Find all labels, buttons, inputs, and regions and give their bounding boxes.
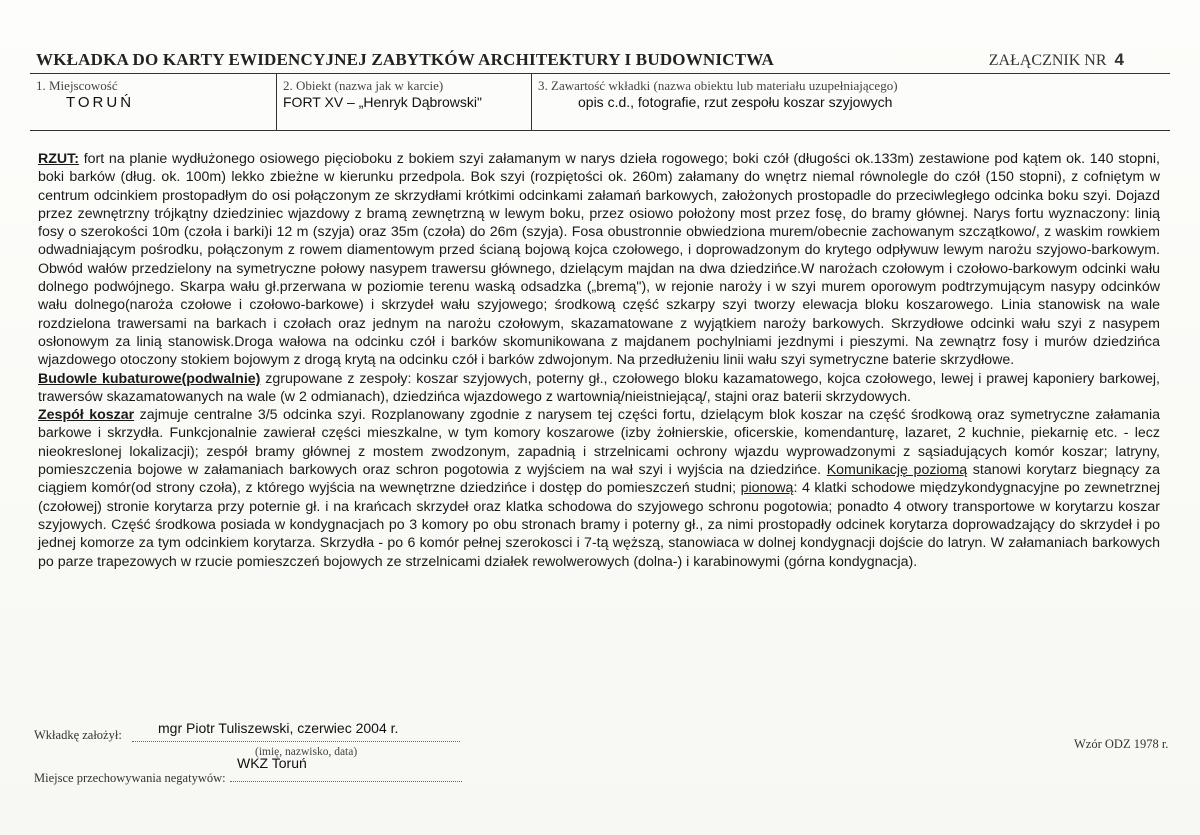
paragraph-plan-text: fort na planie wydłużonego osiowego pięcioboku z bokiem szyi załamanym w narys dzieła rogowego; boki czół (długości ok.133m) zestawione pod kątem ok. 140 stopni, boki barków (dług. ok. 100m) lekko zbieżne w kierunku przedpola. Bok szyi (rozpiętości ok. 260m) załamany do wnętrz niemal równolegle do czół (150 stopni), z cofniętym w centrum odcinkiem prostopadłym do osi połączonym ze skrzydłami krótkimi odcinkami załamań barkowych, założonych prostopadle do przeciwległego odcinka boku szyi. Dojazd przez zewnętrzny trójkątny dziedziniec wjazdowy z bramą zewnętrzną w lewym boku, przez osiowo położony most przez fosę, do bramy głównej. Narys fortu wyznaczony: linią fosy o szerokości 10m (czoła i barki)i 12 m (szyja) oraz 35m (czoła) do 26m (szyja). Fosa obustronnie obwiedziona murem/obecnie zachowanym szczątkowo/, z waskim rowkiem odwadniającym pośrodku, połączonym z rowem diamentowym przed ścianą bojową kojca czołowego, i doprowadzonym do krytego odpływuw lewym narożu szyjowo-barkowym. Obwód wałów przedzielony na symetryczne połowy nasypem trawersu głównego, dzielącym majdan na dwa dziedzińce.W narożach czołowym i czołowo-barkowym odcinki wału dolnego podwójnego. Skarpa wału gł.przerwana w poziomie terenu waską odsadzka („bremą"), w rejonie naroży i w szyi murem oporowym podtrzymującym nasypy odcinków wału dolnego(naroża czołowe i czołowo-barkowe) i skrzydeł wału szyjowego; środkową część szkarpy szyi tworzy elewacja bloku koszarowego. Linia stanowisk na wale rozdzielona trawersami na barkach i czołach oraz jednym na narożu czołowym, skazamatowane z wyjątkiem naroży barkowych. Skrzydłowe odcinki wału szyi z nasypem osłonowym za linią stanowisk.Droga wałowa na odcinku czół i barków skomunikowana z majdanem pochylniami jezdnymi i pieszymi. Na zewnątrz fosy i murów dziedzińca wjazdowego otoczony stokiem bojowym z drogą krytą na odcinku czół i barków zdwojonym. Na przedłużeniu linii wału szyi symetryczne baterie skrzydłowe.	[38, 151, 1160, 369]
annex-value: 4	[1114, 50, 1124, 69]
made-by-label: Wkładkę założył:	[34, 728, 122, 742]
document-title: WKŁADKA DO KARTY EWIDENCYJNEJ ZABYTKÓW ARCHITEKTURY I BUDOWNICTWA	[36, 50, 775, 69]
term-vertical: pionową	[740, 480, 794, 497]
paragraph-barracks	[38, 406, 1160, 571]
field-content	[532, 74, 1168, 130]
paragraph-barracks-text-a: zajmuje centralne 3/5 odcinka szyi. Rozplanowany zgodnie z narysem tej części fortu, dzielącym blok koszar na część środkową oraz symetryczne załamania barkowe i skrzydła. Funkcjonalnie zawierał części mieszkalne, w tym komory koszarowe (izby żołnierskie, oficerskie, komendanturę, lazaret, 2 kuchnie, piekarnię etc. - lecz nieokreslonej lokalizacji); zespół bramy głównej z mostem zwodzonym, zapadnią i strzelnicami ochrony wjazdu wyprowadzonymi z sąsiadujących komór koszar; latryny, pomieszczenia bojowe w załamaniach barkowych oraz schron pogotowia z wyjściem na wał szyi i wyjścia na dziedzińce.	[38, 407, 1160, 479]
field-locality-value: TORUŃ	[66, 94, 135, 111]
made-by-dotted-line	[132, 741, 460, 742]
field-content-label: 3. Zawartość wkładki (nazwa obiektu lub materiału uzupełniającego)	[538, 78, 898, 93]
heading-barracks: Zespół koszar	[38, 407, 135, 424]
field-content-value: opis c.d., fotografie, rzut zespołu koszar szyjowych	[578, 94, 893, 110]
heading-plan: RZUT:	[38, 151, 79, 167]
heading-buildings: Budowle kubaturowe(podwalnie)	[38, 370, 261, 387]
field-object	[277, 74, 532, 130]
storage-value: WKZ Toruń	[237, 755, 307, 771]
field-object-label: 2. Obiekt (nazwa jak w karcie)	[283, 78, 444, 93]
annex-number	[989, 50, 1124, 70]
field-object-value: FORT XV – „Henryk Dąbrowski"	[283, 94, 482, 110]
term-horizontal-communication: Komunikację poziomą	[826, 462, 968, 479]
form-model-note: Wzór ODZ 1978 r.	[1074, 737, 1169, 751]
storage-dotted-line	[230, 781, 462, 782]
paragraph-barracks-text-c: : 4 klatki schodowe międzykondygnacyjne po zewnetrznej (czołowej) stronie korytarza przy poternie gł. i na krańcach skrzydeł oraz klatka schodowa do szyjowego schronu pogotowia; ponadto 4 otwory transportowe w korytarzu koszar szyjowych. Część środkowa posiada w kondygnacjach po 3 komory po obu stronach bramy i poterny gł., za nimi prostopadły odcinek korytarza doprowadzający do skrzydeł i po jednej komorze za tym odcinkiem korytarza. Skrzydła - po 6 komór pełnej szerokosci i 7-tą węższą, stanowiaca w dolnej kondygnacji dojście do latryn. W załamaniach barkowych po parze trapezowych w rzucie pomieszczeń bojowych ze strzelnicami działek rewolwerowych (dolna-) i karabinowymi (górna kondygnacja).	[38, 480, 1160, 570]
field-locality-label: 1. Miejscowość	[36, 78, 118, 93]
header-fields	[30, 73, 1170, 131]
paragraph-barracks-text-b: stanowi korytarz biegnący za ciągiem komór(od strony czoła), z którego wyjścia na wewnętrzne dziedzińce i dostęp do pomieszczeń studni;	[38, 462, 1161, 497]
paragraph-plan	[38, 150, 1160, 370]
made-by-value: mgr Piotr Tuliszewski, czerwiec 2004 r.	[158, 720, 399, 736]
field-locality	[30, 74, 277, 130]
storage-label: Miejsce przechowywania negatywów:	[34, 771, 226, 785]
annex-label: ZAŁĄCZNIK NR	[988, 52, 1107, 69]
description-body	[38, 150, 1160, 571]
paragraph-buildings	[38, 370, 1160, 407]
name-date-hint: (imię, nazwisko, data)	[255, 746, 358, 758]
paragraph-buildings-text: zgrupowane z zespoły: koszar szyjowych, poterny gł., czołowego bloku kazamatowego, kojca czołowego, lewej i prawej kaponiery barkowej, trawersów skazamatowanych na wale (w 2 odmianach), dziedzińca wjazdowego z wartownią/nieistniejącą/, stajni oraz baterii skrzydowych.	[38, 370, 1160, 405]
